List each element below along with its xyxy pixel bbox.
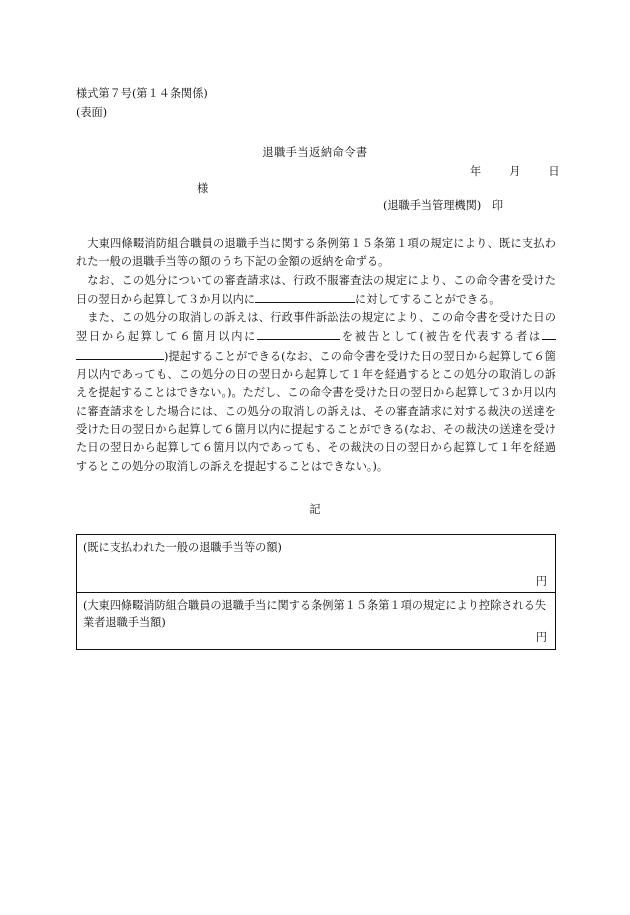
paragraph-1: 大東四條畷消防組合職員の退職手当に関する条例第１５条第１項の規定により、既に支払われた一般の退職手当等の額のうち下記の金額の返納を命ずる。 [76, 237, 556, 269]
paid-amount-label: (既に支払われた一般の退職手当等の額) [83, 541, 282, 554]
body-text [76, 235, 556, 476]
deducted-amount-unit: 円 [535, 631, 547, 644]
representative-blank-end [542, 327, 556, 340]
deducted-amount-label: (大東四條畷消防組合職員の退職手当に関する条例第１５条第１項の規定により控除される失業者退職手当額) [83, 599, 547, 629]
addressee-honorific: 様 [197, 182, 209, 195]
form-number: 様式第７号(第１４条関係) [76, 87, 208, 100]
date-year-label: 年 [470, 165, 482, 178]
paragraph-3-text-b: を被告として(被告を代表する者は [340, 330, 542, 344]
paragraph-2-text-a: なお、この処分についての審査請求は、行政不服審査法の規定により、この命令書を受けた日の翌日から起算して３か月以内に [76, 273, 556, 306]
issuer-line [383, 197, 503, 213]
paragraph-2 [76, 272, 556, 310]
document-title: 退職手当返納命令書 [262, 146, 368, 159]
paragraph-2-text-b: に対してすることができる。 [355, 292, 501, 306]
date-month-label: 月 [509, 165, 521, 178]
paid-amount-unit: 円 [535, 575, 547, 588]
paragraph-3 [76, 309, 556, 476]
representative-blank [76, 347, 164, 360]
side-label: (表面) [76, 106, 108, 119]
ki-heading: 記 [309, 503, 321, 516]
review-authority-blank [255, 290, 355, 303]
date-line [470, 163, 560, 179]
paid-amount-row [77, 535, 555, 593]
date-day-label: 日 [548, 165, 560, 178]
amount-table [76, 534, 556, 650]
deducted-amount-row [77, 593, 555, 649]
defendant-blank [257, 327, 340, 340]
paragraph-3-text-c: )提起することができる(なお、この命令書を受けた日の翌日から起算して６箇月以内であっても、この処分の日の翌日から起算して１年を経過するとこの処分の取消しの訴えを提起することはできない。)。ただし、この命令書を受けた日の翌日から起算して３か月以内に審査請求をした場合には、この処分の取消しの訴えは、その審査請求に対する裁決の送達を受けた日の翌日から起算して６箇月以内に提起することができる(なお、その裁決の送達を受けた日の翌日から起算して６箇月以内であっても、その裁決の日の翌日から起算して１年を経過するとこの処分の取消しの訴えを提起することはできない。)。 [76, 349, 556, 473]
seal-mark: 印 [491, 199, 504, 212]
issuer-label: (退職手当管理機関) [383, 199, 482, 212]
paragraph-3-text-a: また、この処分の取消しの訴えは、行政事件訴訟法の規定により、この命令書を受けた日の翌日から起算して６箇月以内に [76, 311, 556, 344]
